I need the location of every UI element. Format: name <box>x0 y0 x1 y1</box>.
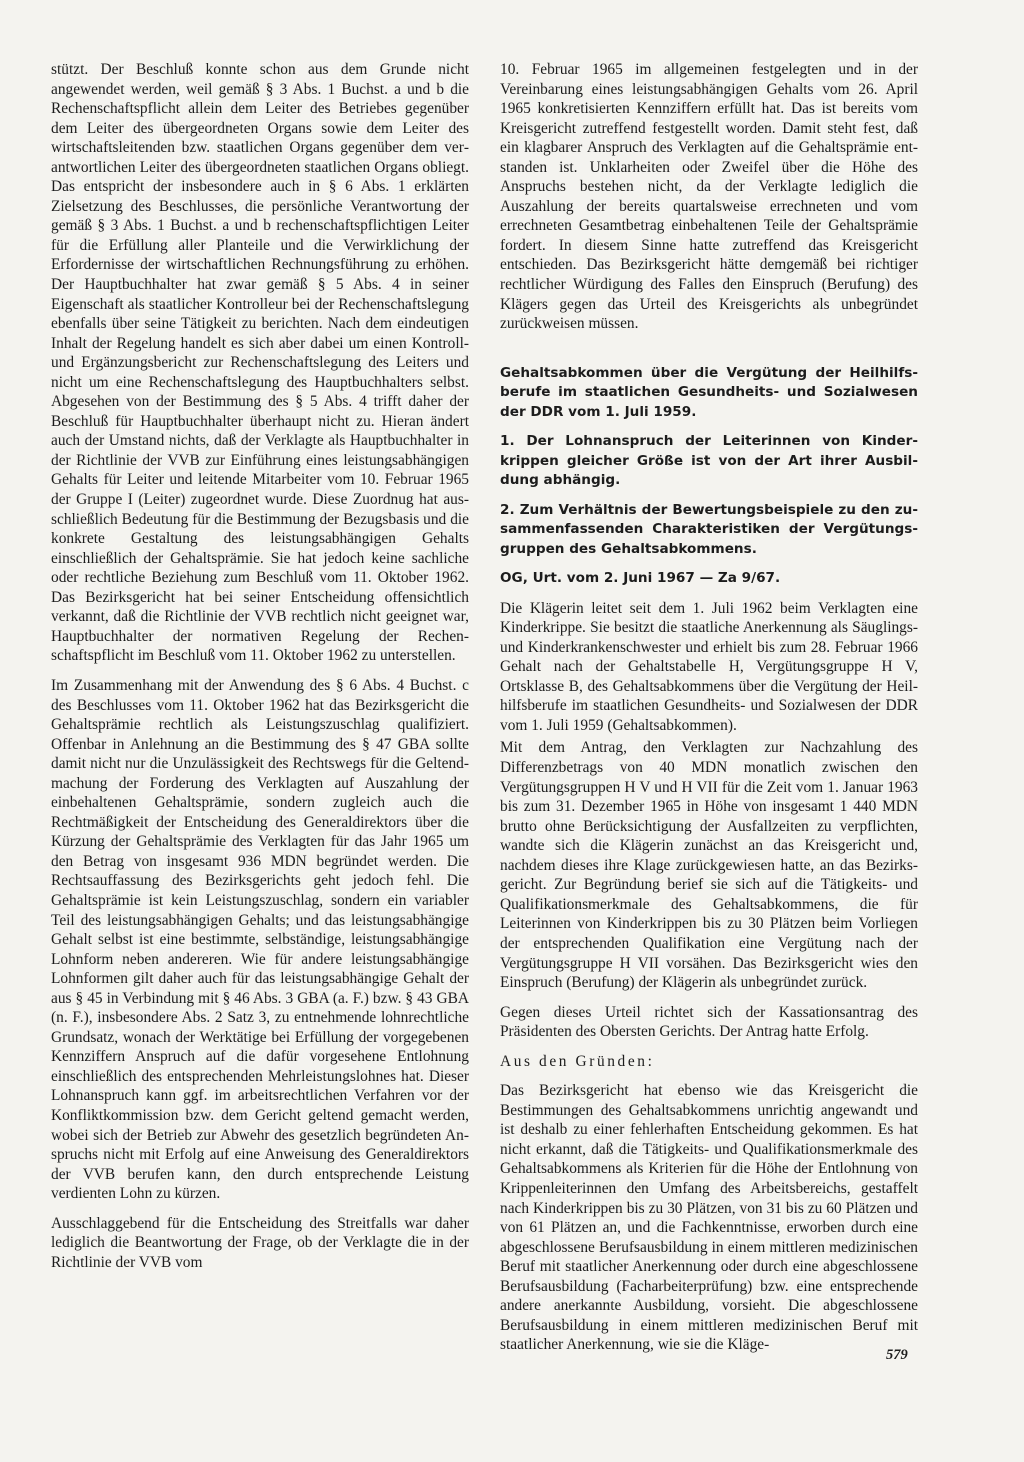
body-paragraph: Ausschlaggebend für die Entscheidung des Streitfalls war daher lediglich die Beantwortung der Frage, ob der Verklagte die in der Richtlinie der VVB vom <box>51 1214 469 1271</box>
right-column <box>500 60 918 1365</box>
left-column <box>51 60 469 1282</box>
body-paragraph: Mit dem Antrag, den Verklagten zur Nachzahlung des Differenzbetrags von 40 MDN monatlich zwischen den Vergütungsgruppen H V und H VII für die Zeit vom 1. Januar 1963 bis zum 31. Dezember 1965 in Höhe von insgesamt 1 440 MDN brutto ohne Berücksichtigung der Ausfallzeiten zu verpflichten, wandte sich die Klägerin zunächst an das Kreisgericht und, nachdem dieses ihre Klage zurückgewiesen hatte, an das Bezirksgericht. Zur Begründung berief sie sich auf die Tätigkeits- und Qualifikationsmerkmale des Gehaltsabkommens, die für Leiterinnen von Kinderkrippen bis zu 30 Plätzen beim Vorliegen der entsprechenden Qualifikation eine Vergütung nach der Vergütungsgruppe H VII vorsähen. Das Bezirksgericht wies den Einspruch (Berufung) der Klägerin als unbegründet zurück. <box>500 739 918 992</box>
court-citation: OG, Urt. vom 2. Juni 1967 — Za 9/67. <box>500 570 781 587</box>
body-paragraph: Das Bezirksgericht hat ebenso wie das Kreisgericht die Bestimmungen des Gehaltsabkommens unrichtig angewandt und ist deshalb zu einer fehlerhaften Entscheidung gekommen. Es hat nicht erkannt, daß die Tätigkeits- und Qualifikationsmerkmale des Gehaltsabkommens als Kriterien für die Höhe der Entlohnung von Krippenleiterinnen den Umfang des Arbeitsbereichs, gestaffelt nach Kinderkrippen bis zu 30 Plätzen, von 31 bis zu 60 Plätzen und von 61 Plätzen an, und die Fachkenntnisse, erworben durch eine abgeschlossene Berufsausbildung in einem mittleren medizinischen Beruf mit staatlicher Anerkennung oder durch eine abgeschlossene Berufsausbildung (Facharbeiterprüfung) bzw. eine entsprechende andere anerkannte Ausbildung, vorsieht. Die abgeschlossene Berufsausbildung in einem mittleren medizinischen Beruf mit staatlicher Anerkennung, wie sie die Kläge- <box>500 1082 918 1354</box>
headnote-1: 1. Der Lohnanspruch der Leiterinnen von Kinderkrippen gleicher Größe ist von der Art ihrer Ausbildung abhängig. <box>500 433 918 489</box>
reasons-heading: Aus den Gründen: <box>500 1052 655 1070</box>
body-paragraph: 10. Februar 1965 im allgemeinen festgelegten und in der Vereinbarung eines leistungsabhängigen Gehalts vom 26. April 1965 konkretisierten Kennziffern erfüllt hat. Das ist bereits vom Kreisgericht zutreffend festgestellt worden. Damit steht fest, daß ein klagbarer Anspruch des Verklagten auf die Gehaltsprämie entstanden ist. Unklarheiten oder Zweifel über die Höhe des Anspruchs bestehen nicht, da der Verklagte lediglich die Auszahlung der bereits quartalsweise errechneten und vom errechneten Gesamtbetrag einbehaltenen Teile der Gehaltsprämie fordert. In diesem Sinne hatte zutreffend das Kreisgericht entschieden. Das Bezirksgericht hätte demgemäß bei richtiger rechtlicher Würdigung des Falles den Einspruch (Berufung) des Klägers gegen das Urteil des Kreisgerichts als unbegründet zurückweisen müssen. <box>500 61 918 333</box>
body-paragraph: stützt. Der Beschluß konnte schon aus dem Grunde nicht angewendet werden, weil gemäß § 3 Abs. 1 Buchst. a und b die Rechenschaftspflicht allein dem Leiter des Betriebes gegenüber dem Leiter des übergeordneten Organs sowie dem Leiter des wirtschaftsleitenden bzw. staatlichen Organs gegenüber dem verantwortlichen Leiter des übergeordneten staatlichen Organs obliegt. Das entspricht der insbesondere auch in § 6 Abs. 1 erklärten Zielsetzung des Beschlusses, die persönliche Verantwortung der gemäß § 3 Abs. 1 Buchst. a und b rechenschaftspflichtigen Leiter für die Erfüllung aller Planteile und die Verwirklichung der Erfordernisse der wirtschaftlichen Rechnungsführung zu erhöhen. Der Hauptbuchhalter hat zwar gemäß § 5 Abs. 4 in seiner Eigenschaft als staatlicher Kontrolleur bei der Rechenschaftslegung ebenfalls über seine Tätigkeit zu berichten. Nach dem eindeutigen Inhalt der Regelung handelt es sich aber dabei um einen Kontroll- und Ergänzungsbericht zur Rechenschaftslegung des Leiters und nicht um eine Rechenschaftslegung des Hauptbuchhalters selbst. Abgesehen von der Bestimmung des § 5 Abs. 4 trifft daher der Beschluß für Hauptbuchhalter überhaupt nicht zu. Hieran ändert auch der Umstand nichts, daß der Verklagte als Hauptbuchhalter in der Richtlinie der VVB zur Einführung eines leistungsabhängigen Gehalts für Leiter und leitende Mitarbeiter vom 10. Februar 1965 der Gruppe I (Leiter) zugeordnet wurde. Diese Zuordnug hat ausschließlich Bedeutung für die Bestimmung der Bezugsbasis und die konkrete Gestaltung des leistungsabhängigen Gehalts einschließlich der Gehaltsprämie. Sie hat jedoch keine sachliche oder rechtliche Beziehung zum Beschluß vom 11. Oktober 1962. Das Bezirksgericht hat bei seiner Entscheidung offensichtlich verkannt, daß die Richtlinie der VVB rechtlich nicht geeignet war, Hauptbuchhalter der normativen Regelung der Rechenschaftspflicht im Beschluß vom 11. Oktober 1962 zu unterstellen. <box>51 61 469 665</box>
body-paragraph: Die Klägerin leitet seit dem 1. Juli 1962 beim Verklagten eine Kinderkrippe. Sie besitzt die staatliche Anerkennung als Säuglings- und Kinderkrankenschwester und erhielt bis zum 28. Februar 1966 Gehalt nach der Gehaltstabelle H, Vergütungsgruppe H V, Ortsklasse B, des Gehaltsabkommens über die Vergütung der Heilhilfsberufe im staatlichen Gesundheits- und Sozialwesen der DDR vom 1. Juli 1959 (Gehaltsabkommen). <box>500 599 918 734</box>
decision-title: Gehaltsabkommen über die Vergütung der Heilhilfsberufe im staatlichen Gesundheits- und Sozialwesen der DDR vom 1. Juli 1959. <box>500 364 918 420</box>
page-number: 579 <box>886 1347 908 1363</box>
body-paragraph: Gegen dieses Urteil richtet sich der Kassationsantrag des Präsidenten des Obersten Gerichts. Der Antrag hatte Erfolg. <box>500 1003 918 1041</box>
headnote-2: 2. Zum Verhältnis der Bewertungsbeispiele zu den zusammenfassenden Charakteristiken der Vergütungsgruppen des Gehaltsabkommens. <box>500 501 918 557</box>
body-paragraph: Im Zusammenhang mit der Anwendung des § 6 Abs. 4 Buchst. c des Beschlusses vom 11. Oktober 1962 hat das Bezirksgericht die Gehaltsprämie rechtlich als Leistungszuschlag qualifiziert. Offenbar in Anlehnung an die Bestimmung des § 47 GBA sollte damit nicht nur die Unzulässigkeit des Rechtswegs für die Geltendmachung der Forderung des Verklagten auf Auszahlung der einbehaltenen Gehaltsprämie, sondern zugleich auch die Rechtmäßigkeit der Entscheidung des Generaldirektors über die Kürzung der Gehaltsprämie des Verklagten für das Jahr 1965 um den Betrag von insgesamt 936 MDN begründet werden. Die Rechtsauffassung des Bezirksgerichts geht jedoch fehl. Die Gehaltsprämie ist kein Leistungszuschlag, sondern ein variabler Teil des leistungsabhängigen Gehalts; und das leistungsabhängige Gehalt selbst ist eine bestimmte, selbständige, leistungsabhängige Lohnform neben andereren. Wie für andere leistungsabhängige Lohnformen gilt daher auch für das leistungsabhängige Gehalt der aus § 45 in Verbindung mit § 46 Abs. 3 GBA (a. F.) bzw. § 43 GBA (n. F.), insbesondere Abs. 2 Satz 3, zu entnehmende lohnrechtliche Grundsatz, wonach der Werktätige bei Erfüllung der vorgegebenen Kennziffern Anspruch auf die dafür vorgesehene Entlohnung einschließlich des entsprechenden Mehrleistungslohnes hat. Dieser Lohnanspruch kann ggf. im arbeitsrechtlichen Verfahren vor der Konfliktkommission bzw. dem Gericht geltend gemacht werden, wobei sich der Betrieb zur Abwehr des gesetzlich begründeten Anspruchs nicht mit Erfolg auf eine Anweisung des Generaldirektors der VVB berufen kann, den durch entsprechende Leistung verdienten Lohn zu kürzen. <box>51 676 469 1203</box>
